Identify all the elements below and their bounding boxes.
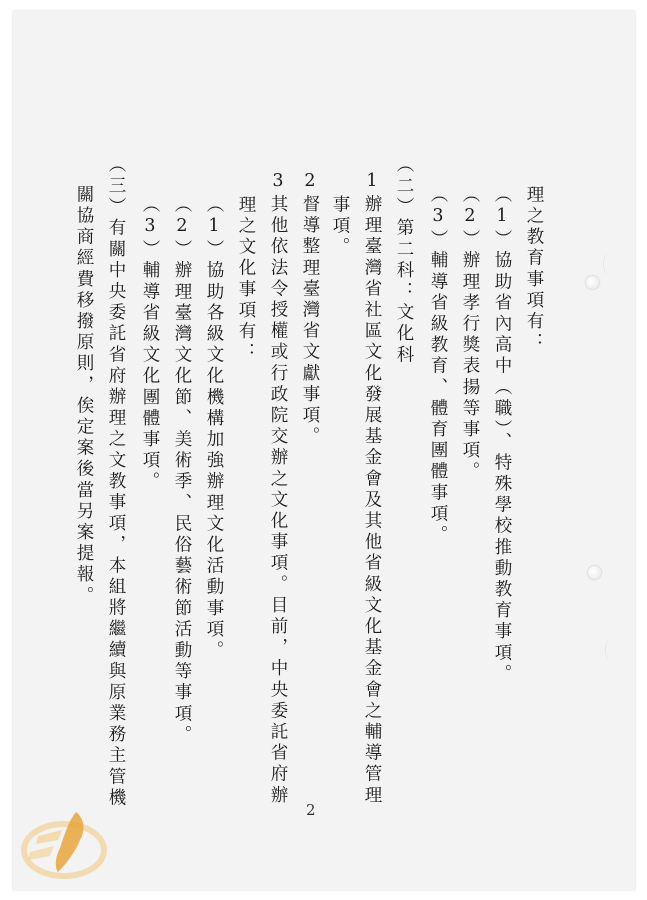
text-column-13: （3）輔導省級文化團體事項。 — [140, 195, 160, 493]
text-column-14: （三）有關中央委託省府辦理之文教事項，本組將繼續與原業務主管機 — [106, 155, 126, 810]
text-column-2: （1）協助省內高中（職）、特殊學校推動教育事項。 — [492, 185, 512, 686]
text-column-3: （2）辦理孝行獎表揚等事項。 — [460, 185, 480, 483]
text-column-12: （2）辦理臺灣文化節、美術季、民俗藝術節活動等事項。 — [172, 195, 192, 747]
document-page — [13, 11, 635, 890]
text-column-11: （1）協助各級文化機構加強辦理文化活動事項。 — [204, 195, 224, 662]
text-column-5: （二）第二科：文化科 — [394, 155, 414, 366]
text-column-6: 1辦理臺灣省社區文化發展基金會及其他省級文化基金會之輔導管理 — [362, 171, 382, 807]
text-column-7: 事項。 — [330, 195, 350, 259]
punch-hole-icon — [586, 276, 599, 289]
archive-logo-icon — [18, 806, 116, 882]
text-column-8: 2督導整理臺灣省文獻事項。 — [300, 171, 320, 448]
text-column-4: （3）輔導省級教育、體育團體事項。 — [428, 185, 448, 547]
text-column-15: 關協商經費移撥原則，俟定案後當另案提報。 — [74, 185, 94, 607]
text-column-1: 理之教育事項有： — [524, 185, 544, 354]
text-column-9: 3其他依法令授權或行政院交辦之文化事項。目前，中央委託省府辦 — [268, 171, 288, 807]
text-column-10: 理之文化事項有： — [236, 195, 256, 364]
punch-hole-icon — [588, 566, 601, 579]
page-number: 2 — [306, 801, 316, 819]
paper-crease — [603, 253, 614, 275]
paper-crease — [605, 639, 616, 661]
